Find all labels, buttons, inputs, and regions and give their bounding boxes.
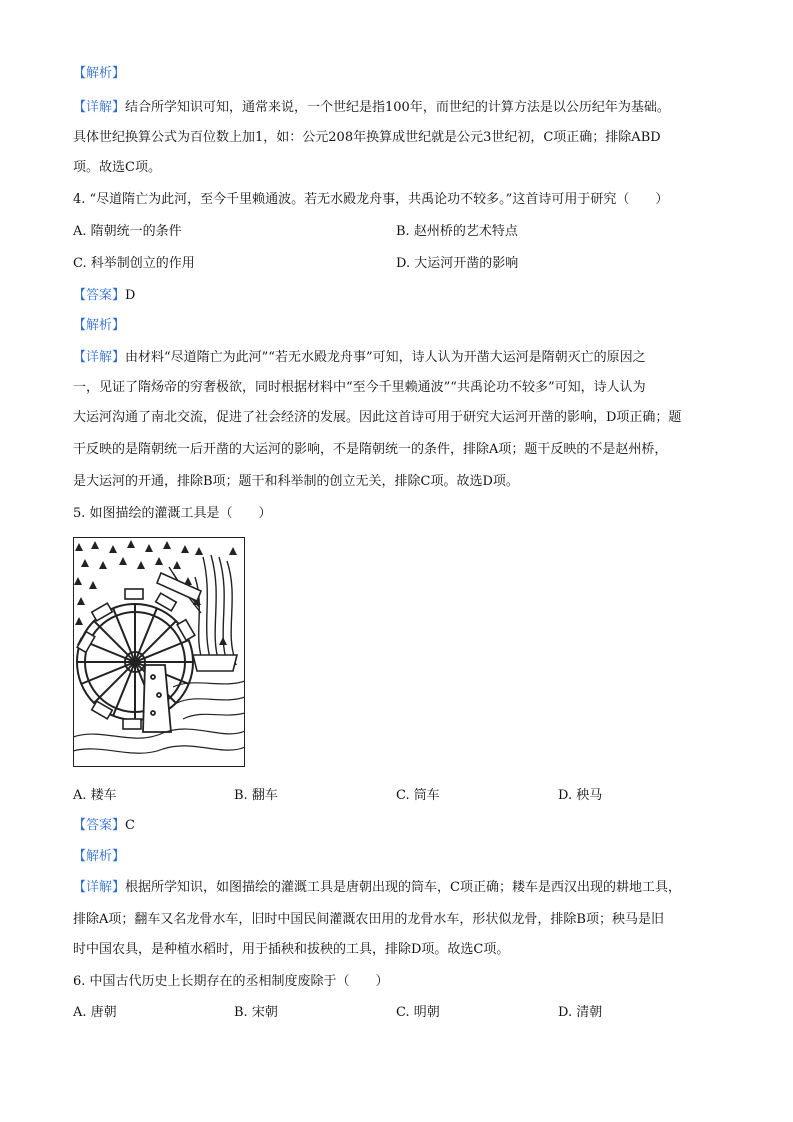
q4-stem: 4. “尽道隋亡为此河，至今千里赖通波。若无水殿龙舟事，共禹论功不较多。”这首诗可用于研究（ ） bbox=[73, 192, 669, 207]
q5-answer: 【答案】C bbox=[73, 818, 135, 833]
q3-detail-line-3: 项。故选C项。 bbox=[73, 160, 161, 175]
q4-option-d: D. 大运河开凿的影响 bbox=[396, 256, 519, 271]
q5-detail-line-1: 【详解】根据所学知识，如图描绘的灌溉工具是唐朝出现的筒车，C项正确；耧车是西汉出现的耕地工具， bbox=[73, 880, 681, 895]
q4-detail-line-2: 一，见证了隋炀帝的穷奢极欲，同时根据材料中“至今千里赖通波”“共禹论功不较多”可知，诗人认为 bbox=[73, 380, 646, 395]
q5-option-d: D. 秧马 bbox=[558, 788, 603, 803]
q6-option-d: D. 清朝 bbox=[558, 1005, 603, 1020]
q3-detail-line-1: 【详解】结合所学知识可知，通常来说，一个世纪是指100年，而世纪的计算方法是以公历纪年为基础。 bbox=[73, 100, 670, 115]
q6-option-a: A. 唐朝 bbox=[73, 1005, 117, 1020]
q5-option-b: B. 翻车 bbox=[234, 788, 278, 803]
q5-detail-line-3: 时中国农具，是种植水稻时，用于插秧和拔秧的工具，排除D项。故选C项。 bbox=[73, 942, 510, 957]
q5-option-a: A. 耧车 bbox=[73, 788, 117, 803]
q5-analysis-tag: 【解析】 bbox=[73, 849, 126, 864]
q4-answer: 【答案】D bbox=[73, 288, 136, 303]
q3-detail-line-2: 具体世纪换算公式为百位数上加1，如：公元208年换算成世纪就是公元3世纪初，C项正确；排除ABD bbox=[73, 130, 661, 145]
q4-detail-line-4: 干反映的是隋朝统一后开凿的大运河的影响，不是隋朝统一的条件，排除A项；题干反映的不是赵州桥， bbox=[73, 442, 668, 457]
q4-detail-line-1: 【详解】由材料“尽道隋亡为此河”“若无水殿龙舟事”可知，诗人认为开凿大运河是隋朝灭亡的原因之 bbox=[73, 350, 646, 365]
q5-option-c: C. 筒车 bbox=[396, 788, 440, 803]
waterwheel-illustration bbox=[73, 537, 245, 767]
q5-stem: 5. 如图描绘的灌溉工具是（ ） bbox=[73, 506, 272, 521]
q3-analysis-tag: 【解析】 bbox=[73, 66, 126, 81]
q5-detail-line-2: 排除A项；翻车又名龙骨水车，旧时中国民间灌溉农田用的龙骨水车，形状似龙骨，排除B项；秧马是旧 bbox=[73, 912, 664, 927]
q4-analysis-tag: 【解析】 bbox=[73, 318, 126, 333]
q6-stem: 6. 中国古代历史上长期存在的丞相制度废除于（ ） bbox=[73, 974, 389, 989]
q6-option-c: C. 明朝 bbox=[396, 1005, 440, 1020]
q6-option-b: B. 宋朝 bbox=[234, 1005, 278, 1020]
q4-option-c: C. 科举制创立的作用 bbox=[73, 256, 195, 271]
q4-option-b: B. 赵州桥的艺术特点 bbox=[396, 224, 518, 239]
q4-detail-line-3: 大运河沟通了南北交流，促进了社会经济的发展。因此这首诗可用于研究大运河开凿的影响，D项正确；题 bbox=[73, 410, 682, 425]
q4-detail-line-5: 是大运河的开通，排除B项；题干和科举制的创立无关，排除C项。故选D项。 bbox=[73, 474, 519, 489]
q4-option-a: A. 隋朝统一的条件 bbox=[73, 224, 182, 239]
